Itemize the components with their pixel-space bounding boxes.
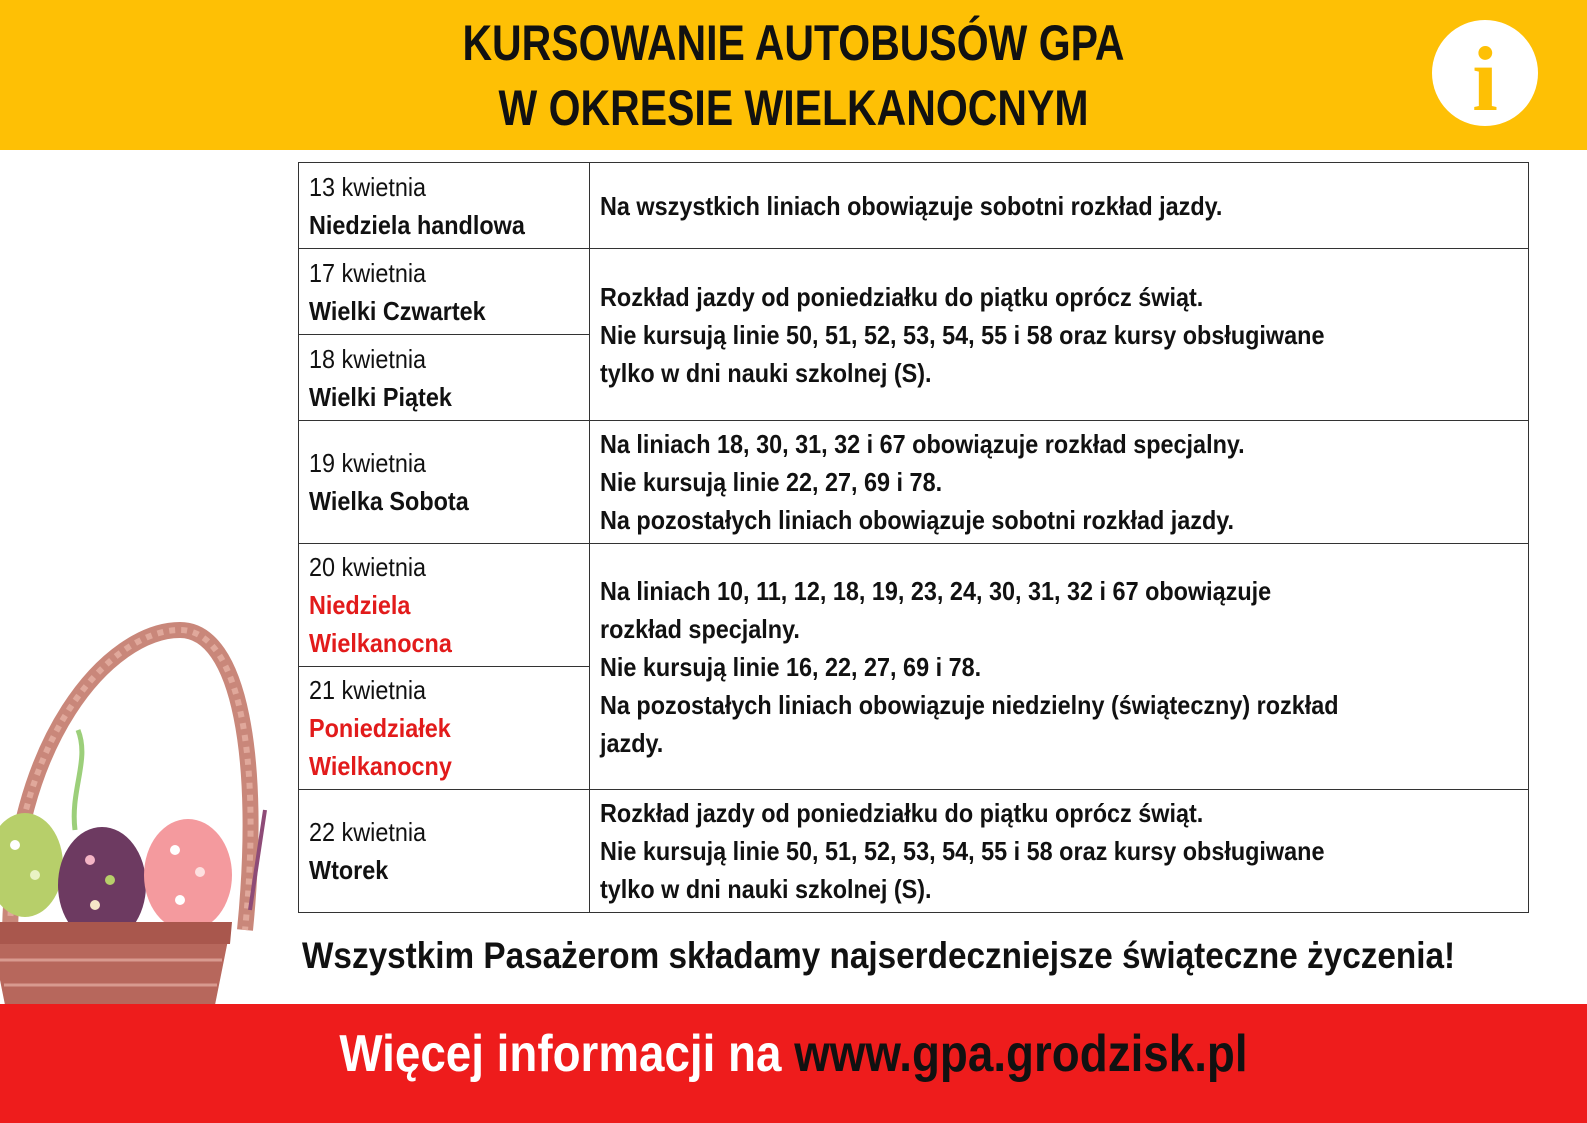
egg-dot — [105, 875, 115, 885]
date-cell — [299, 544, 590, 667]
info-line: tylko w dni nauki szkolnej (S). — [600, 874, 932, 904]
holiday-day-label: Wielkanocna — [309, 628, 452, 658]
date-cell — [299, 790, 590, 913]
date-cell — [299, 421, 590, 544]
info-line: Nie kursują linie 22, 27, 69 i 78. — [600, 467, 943, 497]
date-label: 17 kwietnia — [309, 257, 427, 288]
schedule-table — [298, 162, 1529, 913]
day-label: Wielka Sobota — [309, 486, 469, 516]
date-label: 13 kwietnia — [309, 171, 427, 202]
day-label: Wielki Piątek — [309, 381, 452, 412]
date-cell — [299, 249, 590, 335]
holiday-day-label: Wielkanocny — [309, 751, 452, 781]
egg-dot — [90, 900, 100, 910]
page-title-line-2: W OKRESIE WIELKANOCNYM — [498, 80, 1089, 136]
table-row — [299, 249, 1529, 335]
date-label: 22 kwietnia — [309, 817, 427, 847]
date-cell — [299, 335, 590, 421]
easter-basket-icon — [0, 610, 290, 1070]
egg-dot — [10, 840, 20, 850]
date-label: 18 kwietnia — [309, 343, 427, 374]
info-cell — [590, 163, 1529, 249]
egg-dot — [170, 845, 180, 855]
easter-egg-pink — [144, 819, 232, 931]
info-line: Nie kursują linie 50, 51, 52, 53, 54, 55 i 58 oraz kursy obsługiwane — [600, 836, 1325, 866]
day-label: Wtorek — [309, 855, 389, 885]
info-line: Rozkład jazdy od poniedziałku do piątku oprócz świąt. — [600, 281, 1204, 312]
info-line: rozkład specjalny. — [600, 613, 800, 644]
info-line: Rozkład jazdy od poniedziałku do piątku oprócz świąt. — [600, 798, 1204, 828]
table-row — [299, 421, 1529, 544]
info-line: Na pozostałych liniach obowiązuje sobotni rozkład jazdy. — [600, 505, 1235, 535]
egg-dot — [195, 867, 205, 877]
date-cell — [299, 667, 590, 790]
info-cell — [590, 421, 1529, 544]
leaf-sprig — [74, 730, 82, 830]
footer-lead: Więcej informacji na — [339, 1025, 795, 1083]
info-line: Nie kursują linie 50, 51, 52, 53, 54, 55 i 58 oraz kursy obsługiwane — [600, 319, 1325, 350]
info-glyph: i — [1472, 28, 1498, 130]
info-cell — [590, 790, 1529, 913]
day-label: Niedziela handlowa — [309, 209, 525, 240]
info-line: jazdy. — [600, 727, 664, 758]
info-line: Na wszystkich liniach obowiązuje sobotni rozkład jazdy. — [600, 190, 1223, 221]
page-title-line-1: KURSOWANIE AUTOBUSÓW GPA — [462, 15, 1125, 71]
website-link[interactable]: www.gpa.grodzisk.pl — [794, 1025, 1248, 1083]
info-icon — [1432, 20, 1538, 130]
basket-rim — [0, 922, 232, 944]
date-label: 21 kwietnia — [309, 675, 427, 705]
date-label: 19 kwietnia — [309, 448, 427, 478]
date-cell — [299, 163, 590, 249]
day-label: Wielki Czwartek — [309, 295, 486, 326]
date-label: 20 kwietnia — [309, 552, 427, 582]
info-line: Na liniach 10, 11, 12, 18, 19, 23, 24, 30, 31, 32 i 67 obowiązuje — [600, 575, 1272, 606]
holiday-day-label: Poniedziałek — [309, 713, 451, 743]
info-line: Na pozostałych liniach obowiązuje niedzielny (świąteczny) rozkład — [600, 689, 1339, 720]
table-row — [299, 163, 1529, 249]
info-cell — [590, 249, 1529, 421]
info-cell — [590, 544, 1529, 790]
footer-text — [95, 1024, 1492, 1084]
egg-dot — [85, 855, 95, 865]
info-line: tylko w dni nauki szkolnej (S). — [600, 357, 932, 388]
holiday-wishes: Wszystkim Pasażerom składamy najserdeczniejsze świąteczne życzenia! — [302, 935, 1456, 976]
table-row — [299, 790, 1529, 913]
table-row — [299, 544, 1529, 667]
info-line: Nie kursują linie 16, 22, 27, 69 i 78. — [600, 651, 982, 682]
egg-dot — [30, 870, 40, 880]
info-line: Na liniach 18, 30, 31, 32 i 67 obowiązuje rozkład specjalny. — [600, 429, 1245, 459]
egg-dot — [175, 895, 185, 905]
easter-egg-green — [0, 813, 63, 917]
holiday-day-label: Niedziela — [309, 590, 411, 620]
